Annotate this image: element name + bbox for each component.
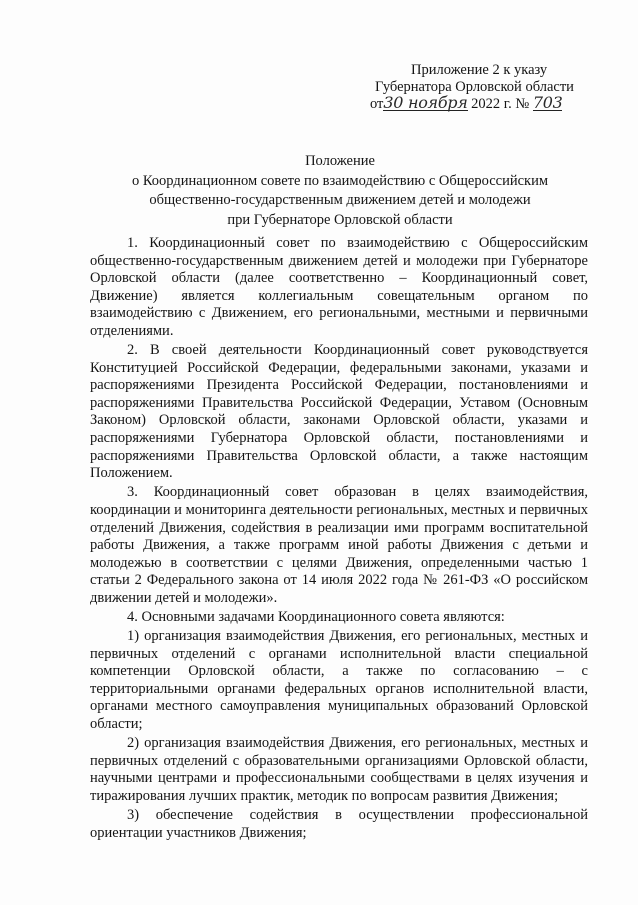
- attachment-label: Приложение 2 к указу: [411, 62, 548, 78]
- title-line-4: при Губернаторе Орловской области: [227, 211, 453, 228]
- handwritten-date: 30 ноября: [383, 93, 468, 112]
- task-item-1: 1) организация взаимодействия Движения, его региональных, местных и первичных отделений с органами исполнительной власти специальной компетенции Орловской области, а также по согласованию – с территориальными органами федеральных органов исполнительной власти, органами местного самоуправления муниципальных образований Орловской области;: [90, 628, 588, 733]
- title-line-3: общественно-государственным движением детей и молодежи: [149, 192, 531, 208]
- document-body: [90, 235, 588, 842]
- year-and-number-label: 2022 г. №: [471, 96, 530, 112]
- paragraph-1: 1. Координационный совет по взаимодействию с Общероссийским общественно-государственным движением детей и молодежи при Губернаторе Орловской области (далее соответственно – Координационный совет, Движение) является коллегиальным совещательным органом по взаимодействию с Движением, его региональными, местными и первичными отделениями.: [90, 235, 588, 339]
- handwritten-decree-number: 703: [532, 93, 563, 112]
- task-item-2: 2) организация взаимодействия Движения, его региональных, местных и первичных отделений с образовательными организациями Орловской области, научными центрами и профессиональными сообществами в целях изучения и тиражирования лучших практик, методик по вопросам развития Движения;: [90, 735, 588, 804]
- document-title: [80, 152, 600, 230]
- paragraph-3: 3. Координационный совет образован в целях взаимодействия, координации и мониторинга деятельности региональных, местных и первичных отделений Движения, содействия в реализации ими программ воспитательной работы Движения, а также программ иной работы Движения с детьми и молодежью в соответствии с целями Движения, определенными частью 1 статьи 2 Федерального закона от 14 июля 2022 года № 261-ФЗ «О российском движении детей и молодежи».: [90, 484, 588, 606]
- title-line-1: Положение: [305, 153, 375, 169]
- task-item-3: 3) обеспечение содействия в осуществлении профессиональной ориентации участников Движения;: [90, 807, 588, 841]
- governor-label: Губернатора Орловской области: [375, 79, 574, 95]
- paragraph-4-heading: 4. Основными задачами Координационного совета являются:: [127, 608, 505, 625]
- title-line-2: о Координационном совете по взаимодействию с Общероссийским: [131, 172, 549, 189]
- decree-attachment-header: [370, 62, 590, 113]
- paragraph-2: 2. В своей деятельности Координационный совет руководствуется Конституцией Российской Федерации, федеральными законами, указами и распоряжениями Президента Российской Федерации, постановлениями и распоряжениями Правительства Российской Федерации, Уставом (Основным Законом) Орловской области, законами Орловской области, указами и распоряжениями Губернатора Орловской области, постановлениями и распоряжениями Правительства Орловской области, а также настоящим Положением.: [90, 342, 588, 482]
- date-prefix: от: [370, 96, 384, 112]
- decree-date-number-line: [370, 93, 590, 113]
